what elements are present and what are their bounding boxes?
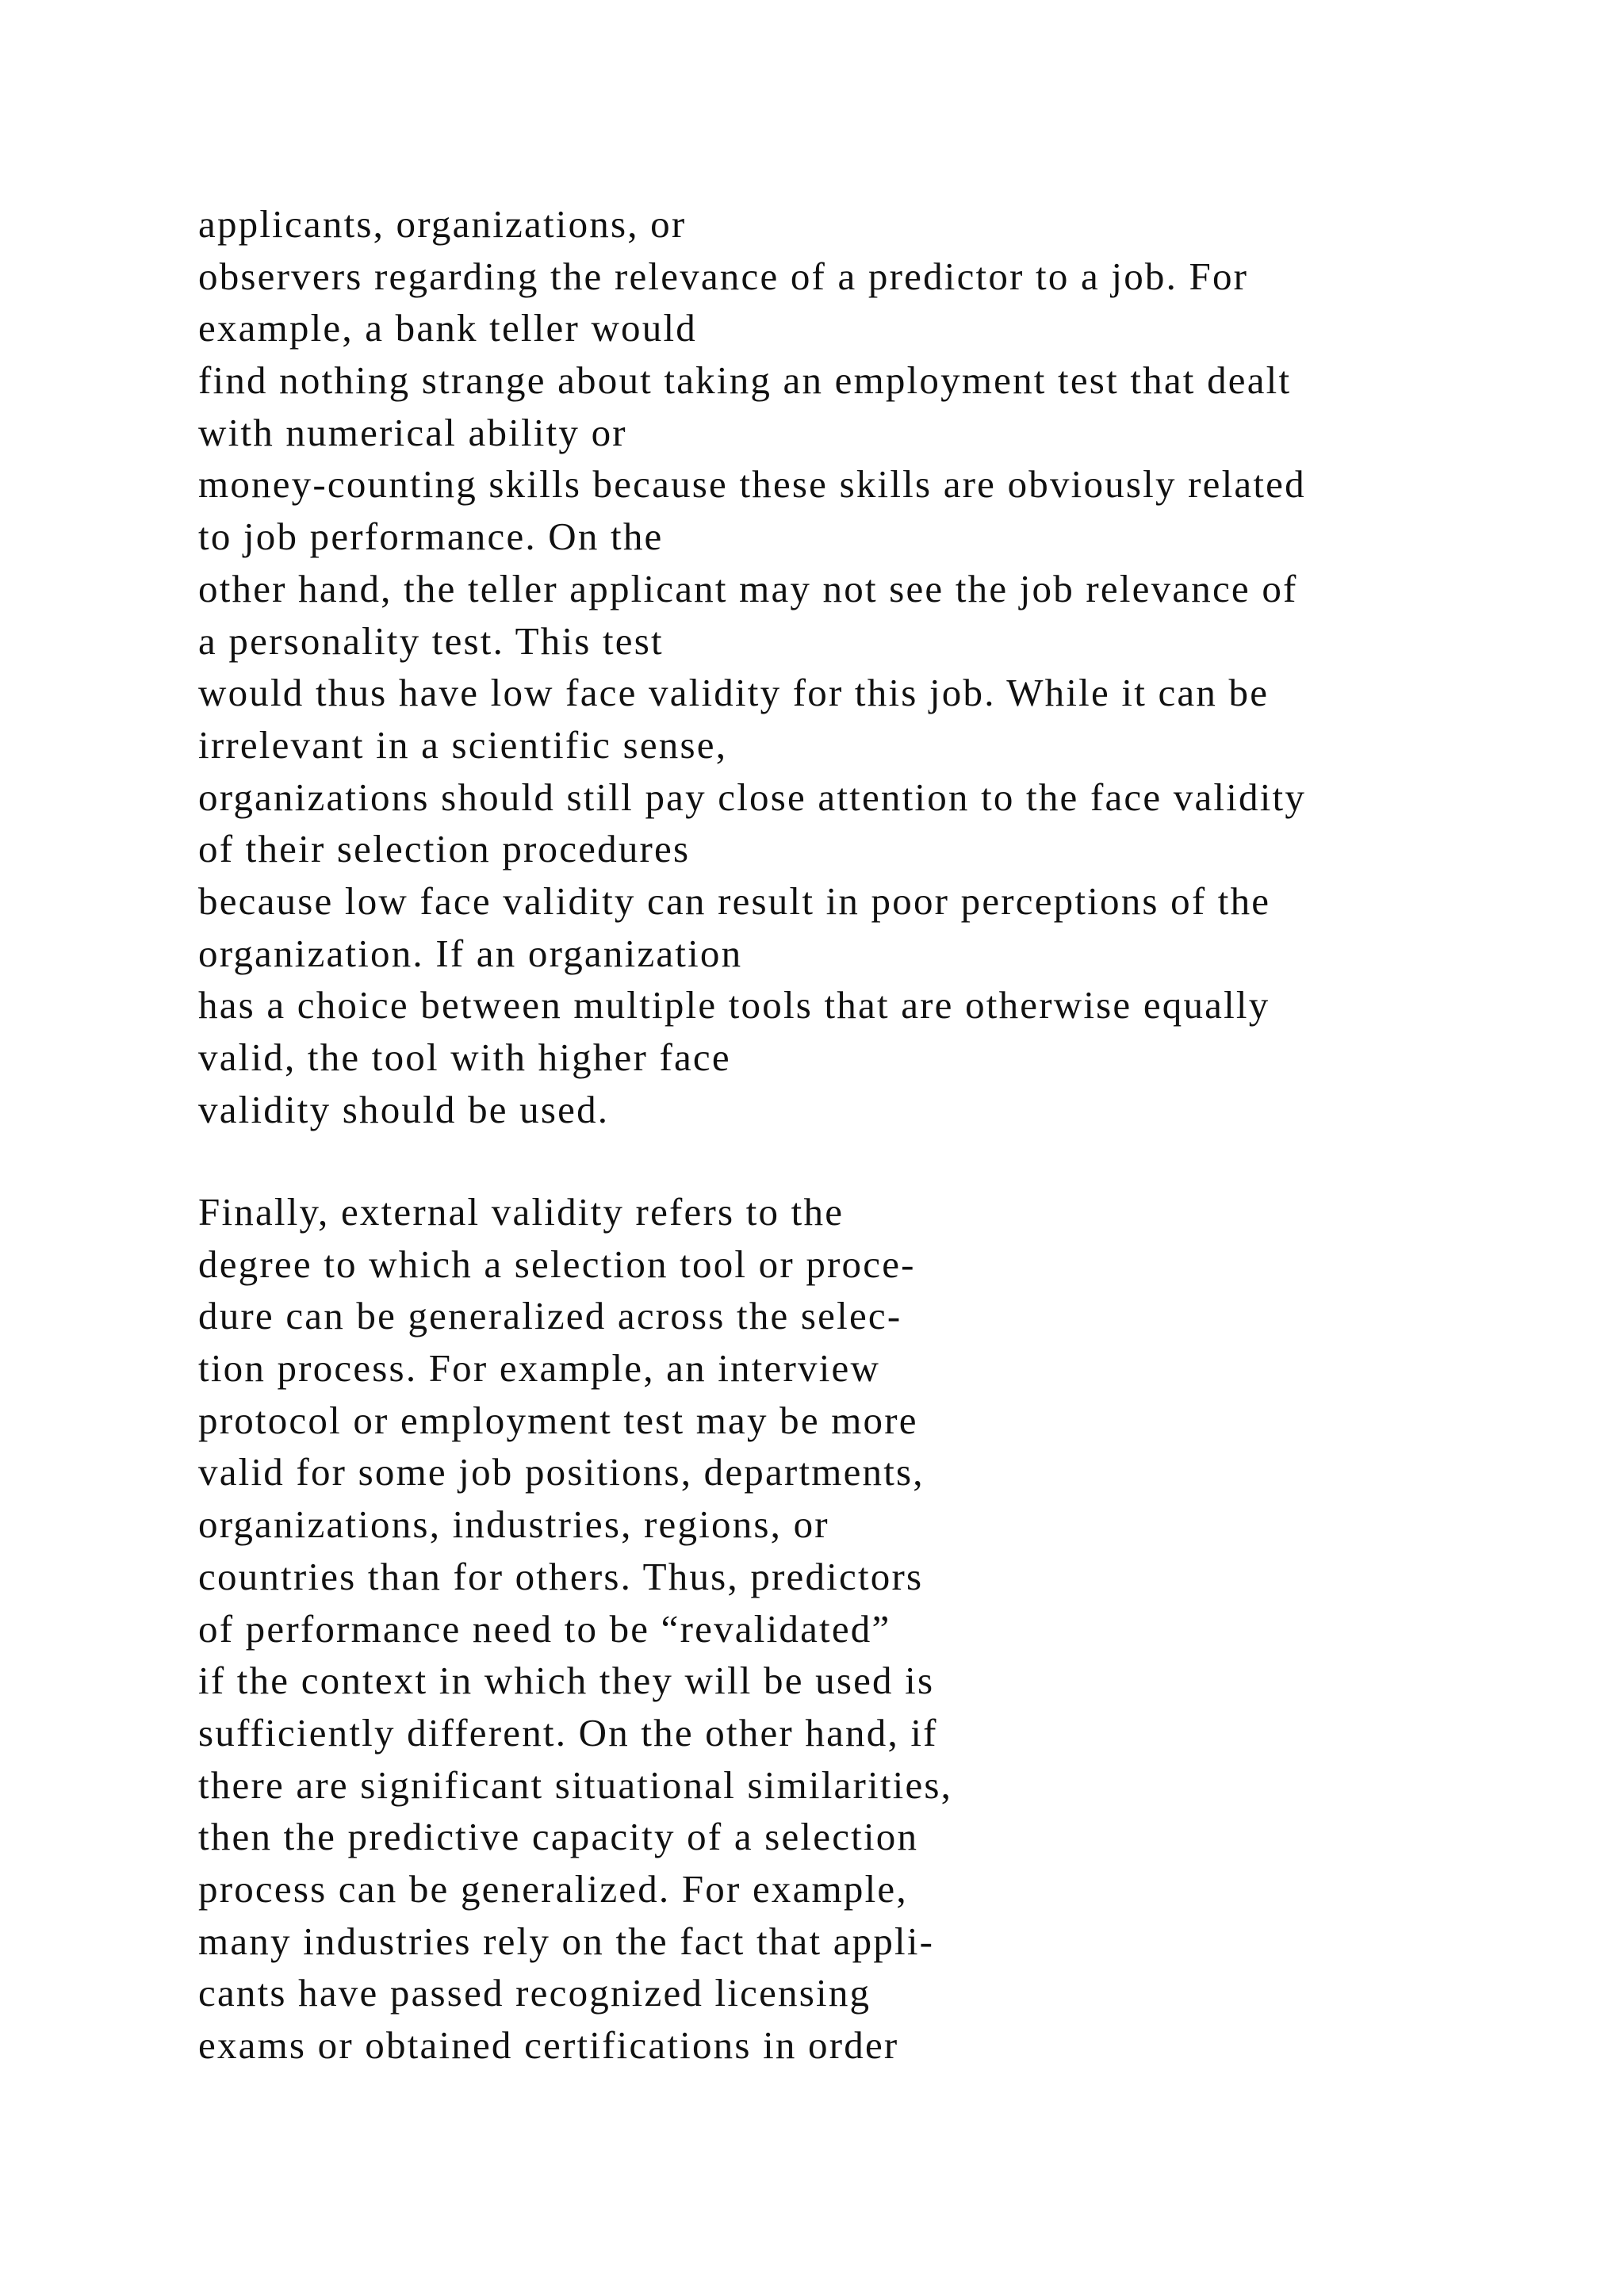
text-line: tion process. For example, an interview <box>198 1346 881 1391</box>
text-line: organization. If an organization <box>198 931 743 975</box>
paragraph-external-validity <box>198 1186 952 2072</box>
text-line: of their selection procedures <box>198 827 691 871</box>
text-line: because low face validity can result in poor perceptions of the <box>198 878 1271 923</box>
text-line: cants have passed recognized licensing <box>198 1971 871 2015</box>
text-line: there are significant situational similarities, <box>198 1762 953 1807</box>
text-line: dure can be generalized across the selec- <box>198 1294 902 1338</box>
text-line: countries than for others. Thus, predictors <box>198 1554 924 1598</box>
text-line: find nothing strange about taking an employment test that dealt <box>198 358 1292 403</box>
text-line: degree to which a selection tool or proce- <box>198 1242 916 1286</box>
text-line: applicants, organizations, or <box>198 202 687 246</box>
text-line: organizations, industries, regions, or <box>198 1502 829 1547</box>
text-line: process can be generalized. For example, <box>198 1866 908 1911</box>
text-line: Finally, external validity refers to the <box>198 1190 845 1234</box>
text-line: validity should be used. <box>198 1087 610 1131</box>
text-line: sufficiently different. On the other hand, if <box>198 1710 938 1755</box>
text-line: example, a bank teller would <box>198 306 697 350</box>
text-line: irrelevant in a scientific sense, <box>198 722 728 767</box>
text-line: would thus have low face validity for this job. While it can be <box>198 671 1270 715</box>
text-line: organizations should still pay close attention to the face validity <box>198 775 1307 819</box>
text-line: exams or obtained certifications in order <box>198 2023 899 2067</box>
text-line: money-counting skills because these skills are obviously related <box>198 462 1306 507</box>
text-line: observers regarding the relevance of a predictor to a job. For <box>198 254 1249 298</box>
text-line: valid for some job positions, departments, <box>198 1450 925 1494</box>
paragraph-face-validity <box>198 198 1306 1135</box>
text-line: of performance need to be “revalidated” <box>198 1606 891 1651</box>
text-line: protocol or employment test may be more <box>198 1398 918 1442</box>
text-line: then the predictive capacity of a selection <box>198 1815 919 1859</box>
text-line: if the context in which they will be used is <box>198 1659 935 1703</box>
text-line: other hand, the teller applicant may not see the job relevance of <box>198 566 1298 610</box>
text-line: with numerical ability or <box>198 410 627 454</box>
text-line: valid, the tool with higher face <box>198 1035 731 1079</box>
text-line: many industries rely on the fact that appli- <box>198 1919 935 1963</box>
text-line: has a choice between multiple tools that are otherwise equally <box>198 983 1270 1027</box>
text-line: to job performance. On the <box>198 515 664 559</box>
text-line: a personality test. This test <box>198 618 664 663</box>
